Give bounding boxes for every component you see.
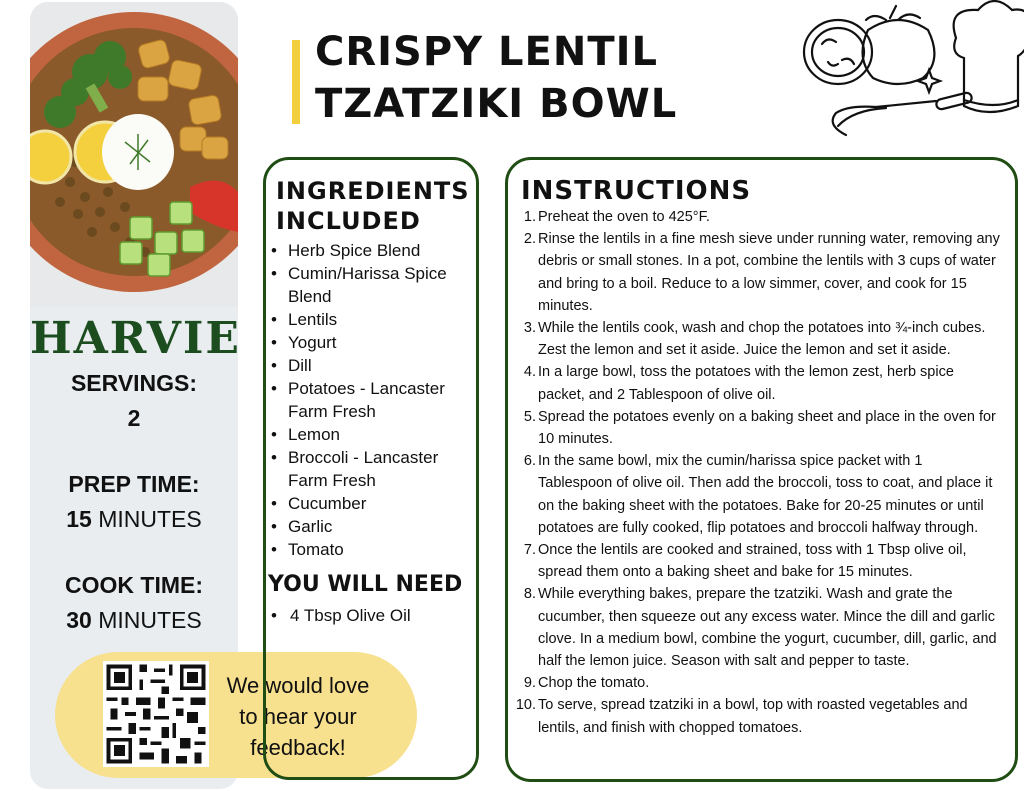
ingredient-item: • Herb Spice Blend — [270, 239, 470, 262]
instruction-step: 9. Chop the tomato. — [523, 675, 650, 692]
ingredients-list — [270, 239, 470, 561]
prep-time-value: 15 MINUTES — [66, 506, 202, 532]
ingredient-item: • Lentils — [270, 308, 470, 331]
ingredients-heading: INGREDIENTS INCLUDED — [276, 177, 470, 235]
ingredient-item: • Cucumber — [270, 492, 470, 515]
instruction-step: 3. While the lentils cook, wash and chop the potatoes into ¾-inch cubes. Zest the lemon and set it aside. Juice the lemon and set it aside. — [523, 320, 986, 359]
servings-value: 2 — [127, 405, 141, 431]
cook-time-label: COOK TIME: — [65, 572, 203, 598]
ingredient-item: • Potatoes - Lancaster Farm Fresh — [270, 377, 470, 423]
ingredient-item: • Garlic — [270, 515, 470, 538]
ingredient-item: • Lemon — [270, 423, 470, 446]
instruction-step: 10. To serve, spread tzatziki in a bowl, top with roasted vegetables and lentils, and finish with chopped tomatoes. — [515, 697, 968, 736]
qr-code[interactable] — [103, 661, 209, 767]
recipe-title: CRISPY LENTIL TZATZIKI BOWL — [315, 29, 678, 127]
you-will-need-heading: YOU WILL NEED — [268, 572, 463, 597]
instruction-step: 7. Once the lentils are cooked and strained, toss with 1 Tbsp olive oil, spread them onto a baking sheet and bake for 15 minutes. — [523, 542, 967, 581]
needed-item: • 4 Tbsp Olive Oil — [270, 604, 411, 627]
ingredient-item: • Yogurt — [270, 331, 470, 354]
servings-label: SERVINGS: — [70, 370, 198, 396]
cook-time-value: 30 MINUTES — [66, 607, 202, 633]
instruction-step: 8. While everything bakes, prepare the tzatziki. Wash and grate the cucumber, then squeeze out any excess water. Mince the dill and garlic clove. In a medium bowl, combine the yogurt, cucumber, dill, garlic, and half the lemon juice. Season with salt and pepper to taste. — [523, 586, 997, 670]
prep-time-label: PREP TIME: — [68, 471, 200, 497]
you-will-need-list — [270, 604, 411, 627]
title-accent-bar — [292, 40, 300, 124]
ingredient-item: • Broccoli - Lancaster Farm Fresh — [270, 446, 470, 492]
brand-logo: HARVIE — [30, 313, 241, 364]
instruction-step: 2. Rinse the lentils in a fine mesh sieve under running water, removing any debris or small stones. In a pot, combine the lentils with 3 cups of water and bring to a boil. Reduce to a low simmer, cover, and cook for 15 minutes. — [523, 231, 1000, 314]
lentil-bowl-photo — [30, 2, 238, 307]
kitchen-doodle-icon — [798, 0, 1024, 145]
instruction-step: 6. In the same bowl, mix the cumin/harissa spice packet with 1 Tablespoon of olive oil. Then add the broccoli, toss to coat, and place it on the baking sheet with the potatoes. Bake for 20-25 minutes or until potatoes are fully cooked, flip potatoes and broccoli halfway through. — [523, 453, 993, 536]
instruction-step: 5. Spread the potatoes evenly on a baking sheet and place in the oven for 10 minutes. — [523, 408, 996, 448]
instructions-heading: INSTRUCTIONS — [521, 176, 752, 206]
ingredient-item: • Tomato — [270, 538, 470, 561]
ingredient-item: • Cumin/Harissa Spice Blend — [270, 262, 470, 308]
bowl-illustration — [30, 2, 238, 307]
instructions-list — [515, 206, 1000, 739]
instruction-step: 4. In a large bowl, toss the potatoes with the lemon zest, herb spice packet, and 2 Tablespoon of olive oil. — [523, 364, 954, 403]
ingredient-item: • Dill — [270, 354, 470, 377]
instruction-step: 1. Preheat the oven to 425°F. — [523, 209, 710, 225]
feedback-message: We would love to hear your feedback! — [226, 673, 370, 760]
